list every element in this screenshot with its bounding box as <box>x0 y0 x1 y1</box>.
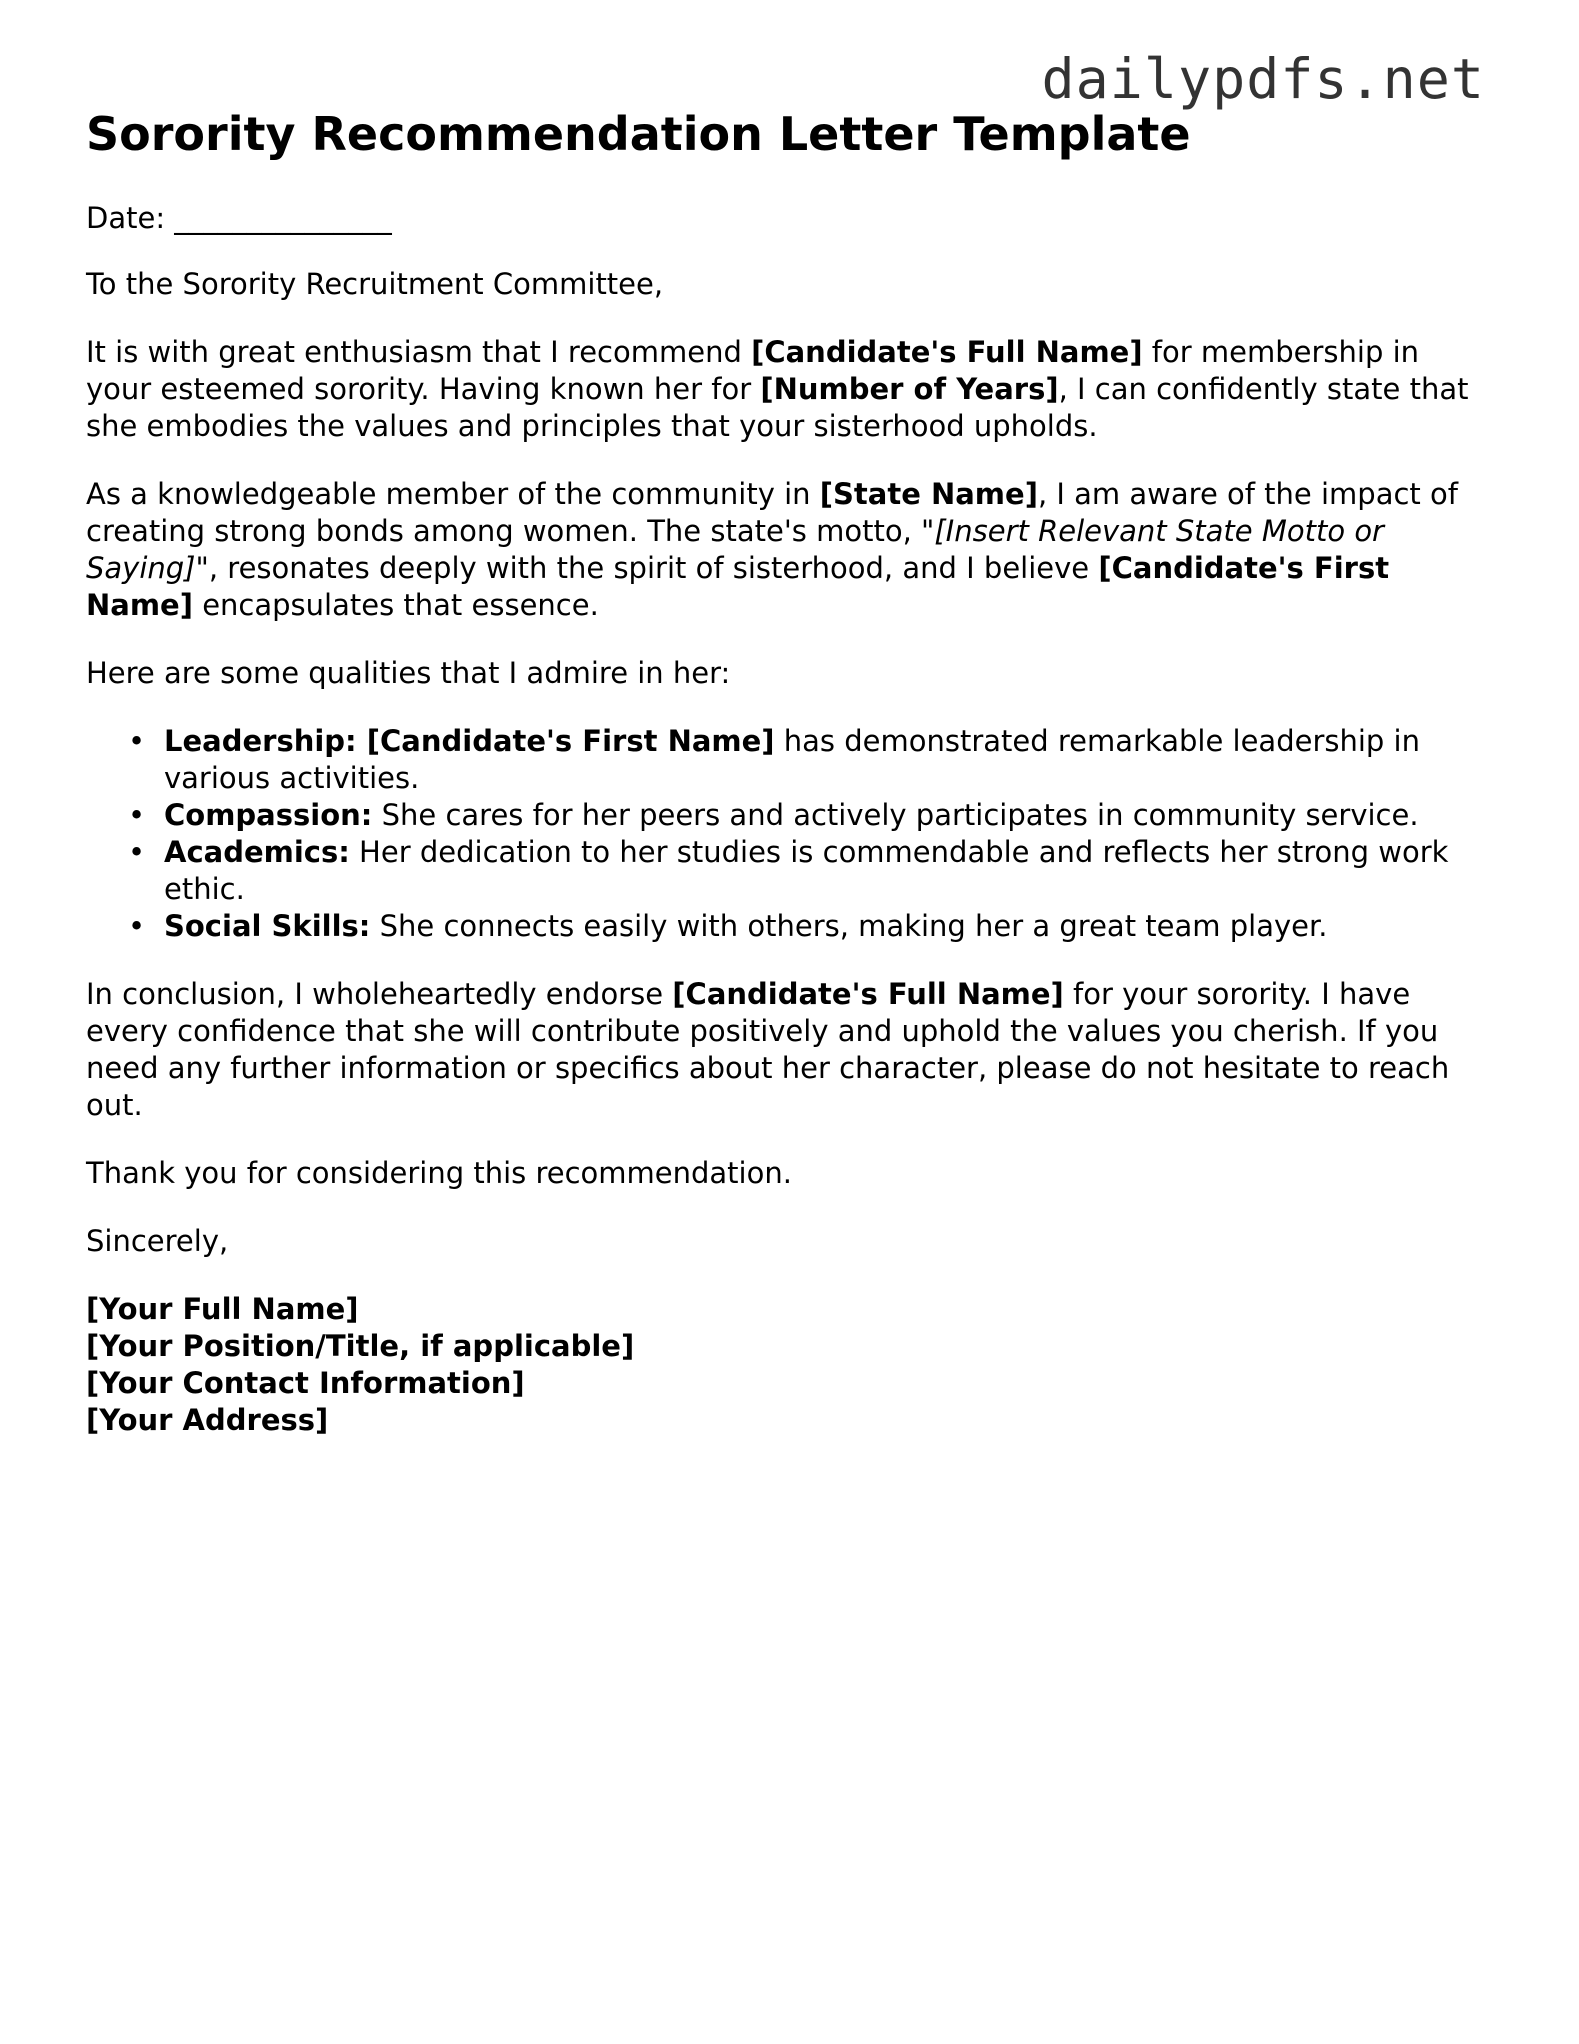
quality-text: has demonstrated remarkable leadership in various activities. <box>164 724 1420 795</box>
intro-text-3: , I can confidently state that she embodies the values and principles that your sisterhood upholds. <box>86 372 1469 443</box>
qualities-intro: Here are some qualities that I admire in her: <box>86 656 731 690</box>
quality-label: Compassion: <box>164 798 373 832</box>
bullet-icon: • <box>128 724 146 758</box>
conclusion-text-1: In conclusion, I wholeheartedly endorse <box>86 977 673 1011</box>
state-name-placeholder: [State Name] <box>819 477 1038 511</box>
candidate-full-name-placeholder: [Candidate's Full Name] <box>672 977 1064 1011</box>
page-title: Sorority Recommendation Letter Template <box>86 107 1191 161</box>
closing-line: Sincerely, <box>86 1224 229 1258</box>
state-motto-placeholder: "[Insert Relevant State Motto or Saying]" <box>86 514 1384 585</box>
signer-position: [Your Position/Title, if applicable] <box>86 1329 635 1363</box>
quality-label: Leadership: [Candidate's First Name] <box>164 724 775 758</box>
candidate-first-name-placeholder: [Candidate's First Name] <box>86 551 1390 622</box>
quality-text: She connects easily with others, making her a great team player. <box>370 909 1328 943</box>
paragraph-introduction <box>86 334 1486 445</box>
number-of-years-placeholder: [Number of Years] <box>760 372 1059 406</box>
bullet-icon: • <box>128 909 146 943</box>
signer-contact: [Your Contact Information] <box>86 1366 525 1400</box>
list-item-compassion <box>128 797 1486 834</box>
qualities-list <box>86 723 1486 945</box>
list-item-leadership <box>128 723 1486 797</box>
greeting: To the Sorority Recruitment Committee, <box>86 267 664 301</box>
quality-text: Her dedication to her studies is commendable and reflects her strong work ethic. <box>164 835 1449 906</box>
signer-address: [Your Address] <box>86 1403 329 1437</box>
letter-page <box>86 104 1486 1439</box>
conclusion-text-2: for your sorority. I have every confidence that she will contribute positively and uphold the values you cherish. If you need any further information or specifics about her character, please do not hesitate to reach out. <box>86 977 1450 1122</box>
intro-text-2: for membership in your esteemed sorority. Having known her for <box>86 335 1420 406</box>
candidate-full-name-placeholder: [Candidate's Full Name] <box>751 335 1143 369</box>
bullet-icon: • <box>128 798 146 832</box>
signer-name: [Your Full Name] <box>86 1292 359 1326</box>
community-text-4: encapsulates that essence. <box>192 588 599 622</box>
thanks-line: Thank you for considering this recommendation. <box>86 1156 792 1190</box>
watermark: dailypdfs.net <box>1041 47 1485 111</box>
quality-label: Social Skills: <box>164 909 371 943</box>
intro-text-1: It is with great enthusiasm that I recommend <box>86 335 752 369</box>
paragraph-community <box>86 476 1486 624</box>
list-item-academics <box>128 834 1486 908</box>
date-line: Date: _______________ <box>86 201 392 235</box>
quality-label: Academics: <box>164 835 350 869</box>
list-item-social-skills <box>128 908 1486 945</box>
community-text-3: , resonates deeply with the spirit of sisterhood, and I believe <box>208 551 1099 585</box>
signature-block <box>86 1291 1486 1439</box>
paragraph-conclusion <box>86 976 1486 1124</box>
quality-text: She cares for her peers and actively participates in community service. <box>372 798 1419 832</box>
community-text-1: As a knowledgeable member of the community in <box>86 477 820 511</box>
community-text-2: , I am aware of the impact of creating strong bonds among women. The state's motto, <box>86 477 1458 548</box>
bullet-icon: • <box>128 835 146 869</box>
